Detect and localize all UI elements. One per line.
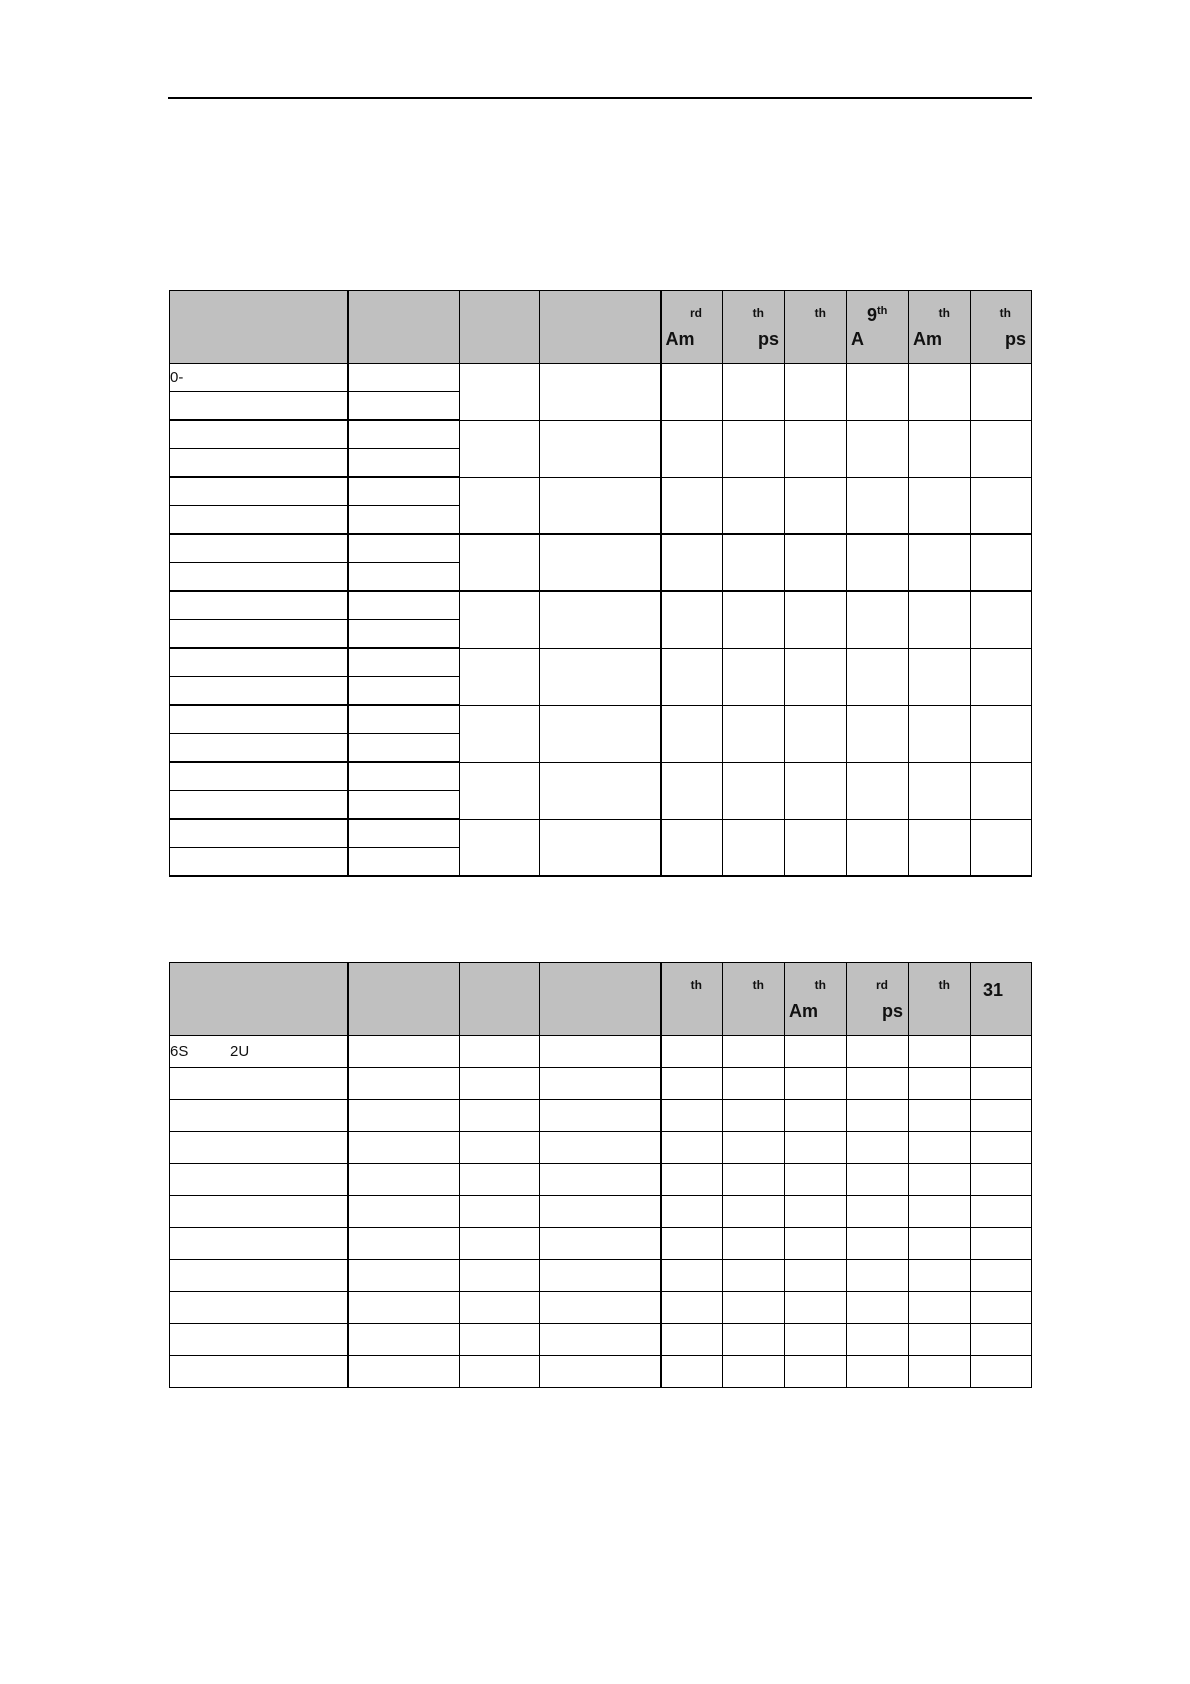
table-cell — [170, 477, 348, 506]
table-cell — [909, 534, 971, 591]
table-cell — [723, 1260, 785, 1292]
table-cell — [170, 563, 348, 592]
table-cell — [661, 420, 723, 477]
table-cell — [909, 591, 971, 648]
header-label: ps — [881, 1001, 903, 1021]
table-cell — [661, 477, 723, 534]
table-row — [170, 1228, 1032, 1260]
table-cell — [348, 1356, 460, 1388]
table-cell — [847, 1228, 909, 1260]
table-cell — [909, 1164, 971, 1196]
table-cell — [170, 1260, 348, 1292]
table-row — [170, 705, 1032, 734]
table-cell — [909, 1228, 971, 1260]
table-cell — [540, 1164, 661, 1196]
table-cell — [847, 1036, 909, 1068]
header-cell — [847, 291, 909, 364]
table-cell — [909, 1324, 971, 1356]
table-header-row — [170, 963, 1032, 1036]
table-cell — [785, 1292, 847, 1324]
table-cell — [348, 563, 460, 592]
table-cell — [460, 705, 540, 762]
table-cell — [348, 677, 460, 706]
table-cell — [170, 534, 348, 563]
table-cell — [723, 1132, 785, 1164]
table-cell — [971, 1164, 1032, 1196]
header-sup: th — [814, 306, 826, 320]
table-cell — [909, 364, 971, 421]
table-cell — [460, 648, 540, 705]
table-cell — [540, 420, 661, 477]
table-cell — [909, 477, 971, 534]
table-cell — [540, 1324, 661, 1356]
table-cell — [540, 591, 661, 648]
table-cell — [540, 1196, 661, 1228]
table-cell — [170, 734, 348, 763]
table-cell — [847, 1068, 909, 1100]
table-cell — [971, 364, 1032, 421]
table-cell — [460, 534, 540, 591]
table-cell — [723, 705, 785, 762]
table-cell — [909, 420, 971, 477]
header-sup: th — [877, 305, 888, 317]
table-cell — [540, 819, 661, 876]
table-cell — [971, 762, 1032, 819]
table-cell — [661, 591, 723, 648]
header-label: Am — [789, 1001, 819, 1021]
table-row — [170, 648, 1032, 677]
table-cell — [847, 705, 909, 762]
table-row — [170, 1132, 1032, 1164]
table-cell — [348, 1324, 460, 1356]
table-cell — [170, 1356, 348, 1388]
table-cell — [348, 420, 460, 449]
table-cell — [348, 364, 460, 392]
header-label: Am — [913, 329, 943, 349]
table-cell — [661, 762, 723, 819]
header-cell — [909, 963, 971, 1036]
header-cell — [785, 291, 847, 364]
table-cell — [723, 1100, 785, 1132]
table-cell — [348, 819, 460, 848]
table-cell — [723, 1228, 785, 1260]
table-cell — [460, 1356, 540, 1388]
table-cell — [785, 420, 847, 477]
table-cell — [170, 848, 348, 877]
table-row — [170, 591, 1032, 620]
table-cell — [971, 1356, 1032, 1388]
table-cell — [971, 1196, 1032, 1228]
table-cell — [971, 705, 1032, 762]
table-cell — [847, 477, 909, 534]
table-cell — [170, 1228, 348, 1260]
table-cell — [661, 534, 723, 591]
table-cell — [723, 1324, 785, 1356]
table-cell — [170, 1068, 348, 1100]
table-cell — [540, 534, 661, 591]
table-cell — [170, 1132, 348, 1164]
table-cell — [847, 648, 909, 705]
table-cell — [785, 1324, 847, 1356]
harmonics-table-1 — [169, 290, 1032, 877]
table-cell — [971, 1036, 1032, 1068]
table-cell — [460, 1260, 540, 1292]
table-cell — [348, 591, 460, 620]
table-cell — [540, 705, 661, 762]
header-sup: th — [814, 978, 826, 992]
table-cell — [460, 364, 540, 421]
table-cell — [170, 762, 348, 791]
table-row — [170, 1036, 1032, 1068]
table-cell — [847, 420, 909, 477]
table-row — [170, 1196, 1032, 1228]
table-cell — [348, 1036, 460, 1068]
table-cell — [723, 534, 785, 591]
table-cell — [785, 477, 847, 534]
table-cell — [348, 734, 460, 763]
table-cell — [847, 1356, 909, 1388]
table-row — [170, 1356, 1032, 1388]
table-cell — [460, 1100, 540, 1132]
table-cell — [785, 819, 847, 876]
table-cell — [971, 1324, 1032, 1356]
table-cell — [723, 1068, 785, 1100]
header-cell — [847, 963, 909, 1036]
table-cell — [661, 1324, 723, 1356]
table-cell — [170, 449, 348, 478]
table-cell — [785, 705, 847, 762]
header-cell — [540, 291, 661, 364]
table-cell — [460, 819, 540, 876]
table-cell — [460, 1196, 540, 1228]
table-cell — [460, 420, 540, 477]
table-row — [170, 1164, 1032, 1196]
header-label: ps — [757, 329, 779, 349]
table-row — [170, 1100, 1032, 1132]
table-cell — [348, 1068, 460, 1100]
header-sup: th — [938, 978, 950, 992]
table-cell — [723, 1036, 785, 1068]
table-cell — [540, 364, 661, 421]
header-sup: th — [999, 306, 1011, 320]
table-cell — [170, 791, 348, 820]
table-cell — [909, 648, 971, 705]
table-cell — [170, 819, 348, 848]
table-cell — [540, 1356, 661, 1388]
harmonics-table-2 — [169, 962, 1032, 1388]
table-cell — [909, 1036, 971, 1068]
table-cell — [909, 1132, 971, 1164]
header-cell — [348, 291, 460, 364]
table-cell — [460, 1164, 540, 1196]
table-cell — [847, 364, 909, 421]
table-cell — [348, 791, 460, 820]
table-cell — [785, 534, 847, 591]
table-cell — [348, 1100, 460, 1132]
header-cell — [661, 291, 723, 364]
table-cell — [847, 819, 909, 876]
table-cell — [971, 1292, 1032, 1324]
table-cell — [971, 534, 1032, 591]
header-label: Am — [665, 329, 695, 349]
header-cell — [661, 963, 723, 1036]
table-cell — [847, 1260, 909, 1292]
table-cell — [348, 1228, 460, 1260]
table-cell — [785, 1100, 847, 1132]
table-cell — [348, 506, 460, 535]
table-cell — [785, 648, 847, 705]
table-cell — [909, 1068, 971, 1100]
table-cell — [723, 591, 785, 648]
table-cell — [460, 1292, 540, 1324]
table-cell — [170, 420, 348, 449]
table-cell — [723, 420, 785, 477]
table-cell — [785, 1068, 847, 1100]
table-row — [170, 1260, 1032, 1292]
table-cell — [909, 762, 971, 819]
header-label: A — [851, 329, 864, 349]
table-cell — [348, 1196, 460, 1228]
table-cell — [460, 1132, 540, 1164]
header-cell — [971, 963, 1032, 1036]
table-cell — [785, 1260, 847, 1292]
header-cell — [460, 291, 540, 364]
table-cell — [170, 648, 348, 677]
table-cell — [460, 591, 540, 648]
table-cell — [785, 364, 847, 421]
header-rule — [168, 97, 1032, 99]
table-cell — [847, 1196, 909, 1228]
table-cell — [170, 1292, 348, 1324]
table-cell — [785, 1164, 847, 1196]
table-cell — [847, 534, 909, 591]
header-sup: th — [752, 306, 764, 320]
header-cell — [971, 291, 1032, 364]
table-cell — [170, 1324, 348, 1356]
table-cell — [540, 1228, 661, 1260]
table-cell — [785, 1196, 847, 1228]
table-cell — [971, 819, 1032, 876]
header-cell — [540, 963, 661, 1036]
table-cell — [785, 591, 847, 648]
table-cell — [661, 364, 723, 421]
table-cell — [971, 1228, 1032, 1260]
table-cell — [909, 1260, 971, 1292]
table-cell — [723, 1196, 785, 1228]
table-cell — [348, 762, 460, 791]
table-cell — [971, 477, 1032, 534]
table-cell — [170, 591, 348, 620]
table-cell — [971, 420, 1032, 477]
table-cell — [348, 477, 460, 506]
table-cell — [723, 1292, 785, 1324]
table-cell — [723, 1356, 785, 1388]
table-cell — [348, 705, 460, 734]
table-cell — [348, 534, 460, 563]
table-cell — [460, 477, 540, 534]
table-header-row — [170, 291, 1032, 364]
table-cell — [971, 648, 1032, 705]
header-num: 9 — [867, 305, 878, 325]
table-cell — [540, 1292, 661, 1324]
table-cell — [971, 1100, 1032, 1132]
table-cell — [723, 762, 785, 819]
header-sup: rd — [690, 306, 702, 320]
table-row — [170, 1068, 1032, 1100]
header-sup: th — [938, 306, 950, 320]
table-cell — [348, 1132, 460, 1164]
table-cell — [540, 1068, 661, 1100]
table-cell — [785, 1356, 847, 1388]
table-cell — [348, 392, 460, 421]
table-row — [170, 534, 1032, 563]
table-row — [170, 1292, 1032, 1324]
table-cell — [661, 1292, 723, 1324]
table-cell — [661, 648, 723, 705]
table-cell — [909, 1292, 971, 1324]
table-cell — [847, 591, 909, 648]
table-cell — [909, 1100, 971, 1132]
table-row — [170, 420, 1032, 449]
table-cell — [785, 1132, 847, 1164]
table-cell — [661, 1196, 723, 1228]
header-cell — [723, 291, 785, 364]
table-row — [170, 477, 1032, 506]
table-cell — [723, 364, 785, 421]
table-cell — [847, 1324, 909, 1356]
table-cell — [661, 1356, 723, 1388]
table-cell — [170, 506, 348, 535]
table-cell — [723, 819, 785, 876]
table-cell — [348, 449, 460, 478]
table-cell — [847, 1100, 909, 1132]
header-sup: th — [752, 978, 764, 992]
table-cell — [785, 762, 847, 819]
table-cell — [460, 1068, 540, 1100]
table-cell — [971, 1068, 1032, 1100]
table-cell — [661, 1100, 723, 1132]
table-cell — [348, 1260, 460, 1292]
table-cell — [170, 1164, 348, 1196]
table-cell — [661, 705, 723, 762]
table-cell — [661, 1228, 723, 1260]
table-cell — [348, 620, 460, 649]
table-cell — [723, 648, 785, 705]
header-cell — [785, 963, 847, 1036]
table-cell — [540, 1132, 661, 1164]
table-cell — [170, 705, 348, 734]
table-cell: 0- — [170, 364, 348, 392]
table-cell — [661, 1036, 723, 1068]
table-cell — [847, 1164, 909, 1196]
table-cell — [348, 648, 460, 677]
table-cell — [460, 762, 540, 819]
table-cell — [540, 1100, 661, 1132]
table-cell — [971, 1260, 1032, 1292]
table-cell — [661, 1164, 723, 1196]
table-row — [170, 762, 1032, 791]
table-cell — [170, 620, 348, 649]
table-row — [170, 819, 1032, 848]
table-cell — [540, 477, 661, 534]
table-cell — [785, 1228, 847, 1260]
header-label: 31 — [983, 980, 1004, 1000]
table-cell — [723, 477, 785, 534]
table-cell — [348, 1164, 460, 1196]
table-cell — [661, 1068, 723, 1100]
table-cell — [540, 1260, 661, 1292]
table-cell — [540, 1036, 661, 1068]
header-cell — [909, 291, 971, 364]
header-cell — [460, 963, 540, 1036]
header-label: ps — [1004, 329, 1026, 349]
table-cell — [661, 1132, 723, 1164]
table-cell — [723, 1164, 785, 1196]
table-cell — [348, 848, 460, 877]
table-cell — [909, 1196, 971, 1228]
header-cell — [348, 963, 460, 1036]
table-cell — [971, 591, 1032, 648]
table-cell — [170, 677, 348, 706]
table-cell — [170, 1100, 348, 1132]
table-row — [170, 1324, 1032, 1356]
header-label — [867, 305, 887, 326]
header-cell — [170, 291, 348, 364]
header-cell — [170, 963, 348, 1036]
table-cell — [170, 1196, 348, 1228]
table-cell — [460, 1324, 540, 1356]
table-cell — [971, 1132, 1032, 1164]
table-cell — [348, 1292, 460, 1324]
table-cell — [661, 1260, 723, 1292]
table-cell — [909, 1356, 971, 1388]
table-cell — [909, 705, 971, 762]
table-cell — [847, 1292, 909, 1324]
table-cell — [909, 819, 971, 876]
table-row — [170, 364, 1032, 392]
table-cell — [785, 1036, 847, 1068]
table-cell — [661, 819, 723, 876]
table-cell — [847, 1132, 909, 1164]
header-sup: rd — [876, 978, 888, 992]
header-cell — [723, 963, 785, 1036]
table-cell — [540, 648, 661, 705]
table-cell — [540, 762, 661, 819]
table-cell: 6S 2U — [170, 1036, 348, 1068]
table-cell — [460, 1036, 540, 1068]
table-cell — [460, 1228, 540, 1260]
header-sup: th — [690, 978, 702, 992]
table-cell — [847, 762, 909, 819]
table-cell — [170, 392, 348, 421]
